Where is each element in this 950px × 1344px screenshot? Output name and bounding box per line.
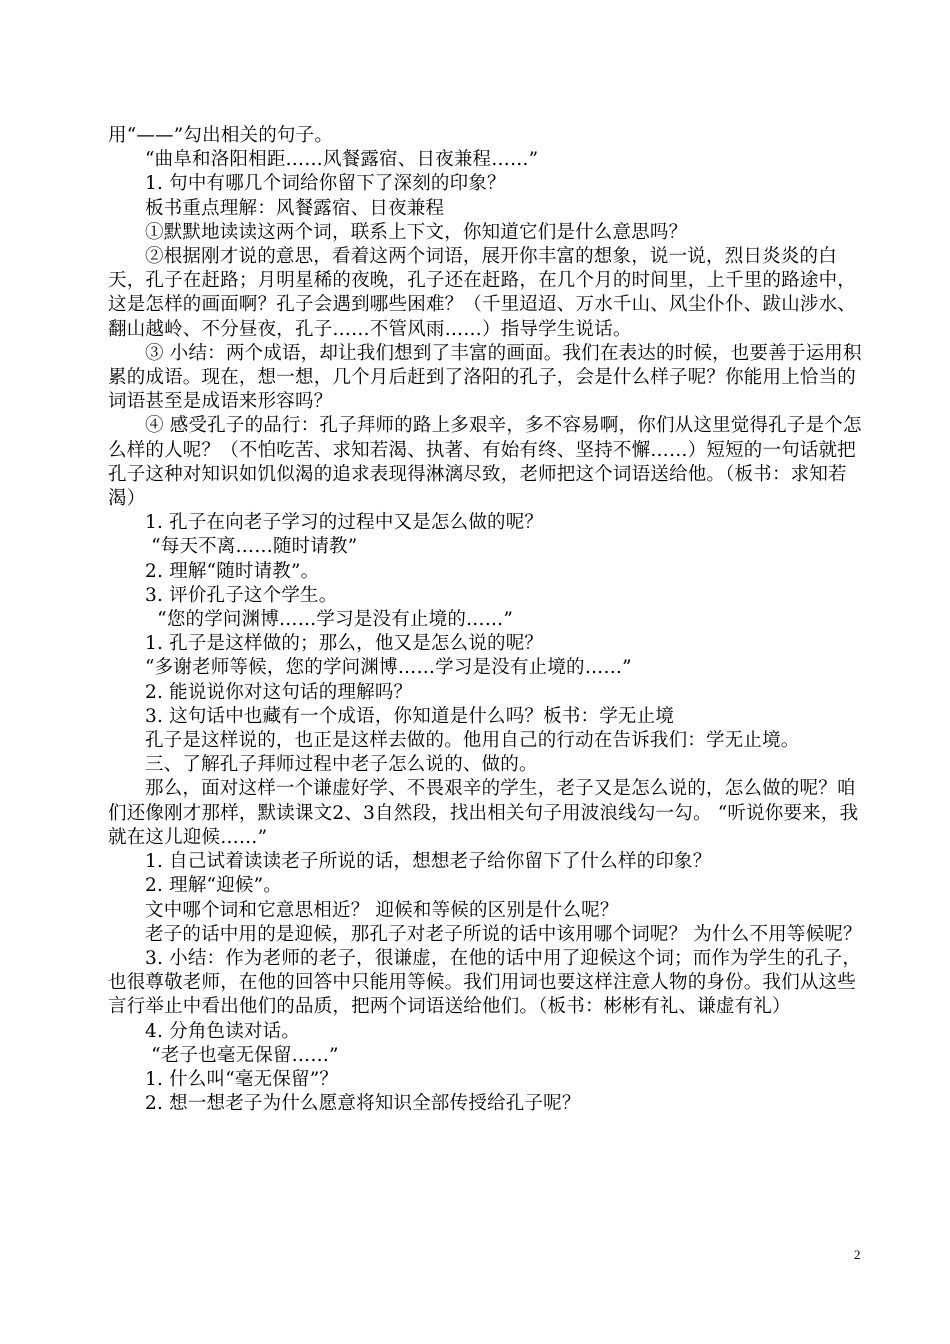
paragraph: 3. 评价孔子这个学生。 xyxy=(145,584,338,606)
paragraph: 3. 小结：作为老师的老子，很谦虚，在他的话中用了迎候这个词；而作为学生的孔子，也很尊敬老师，在他的回答中只能用等候。我们用词也要这样注意人物的身份。我们从这些言行举止中看出他们的品质，把两个词语送给他们。（板书：彬彬有礼、谦虚有礼） xyxy=(108,947,862,1018)
paragraph: 3. 这句话中也藏有一个成语，你知道是什么吗？板书：学无止境 xyxy=(145,705,675,727)
paragraph: 2. 理解“迎候”。 xyxy=(145,875,282,897)
paragraph: 1. 句中有哪几个词给你留下了深刻的印象？ xyxy=(145,173,506,195)
paragraph: 2. 能说说你对这句话的理解吗？ xyxy=(145,681,413,703)
paragraph: ②根据刚才说的意思，看着这两个词语，展开你丰富的想象，说一说，烈日炎炎的白天，孔子在赶路；月明星稀的夜晚，孔子还在赶路，在几个月的时间里，上千里的路途中，这是怎样的画面啊？孔子会遇到哪些困难？（千里迢迢、万水千山、风尘仆仆、跋山涉水、翻山越岭、不分昼夜，孔子……不管风雨……）指导学生说话。 xyxy=(108,246,857,340)
paragraph: ④ 感受孔子的品行：孔子拜师的路上多艰辛，多不容易啊，你们从这里觉得孔子是个怎么样的人呢？（不怕吃苦、求知若渴、执著、有始有终、坚持不懈……）短短的一句话就把孔子这种对知识如饥似渴的追求表现得淋漓尽致，老师把这个词语送给他。（板书：求知若渴） xyxy=(108,415,862,510)
paragraph: “多谢老师等候，您的学问渊博……学习是没有止境的……” xyxy=(145,657,632,679)
paragraph: 老子的话中用的是迎候，那孔子对老子所说的话中该用哪个词呢？ 为什么不用等候呢？ xyxy=(145,923,862,945)
paragraph: “您的学问渊博……学习是没有止境的……” xyxy=(145,609,514,631)
paragraph: ①默默地读读这两个词，联系上下文，你知道它们是什么意思吗？ xyxy=(145,221,688,243)
page-number: 2 xyxy=(854,1247,861,1262)
paragraph: “曲阜和洛阳相距……风餐露宿、日夜兼程……” xyxy=(145,149,539,171)
paragraph: “每天不离……随时请教” xyxy=(145,536,358,558)
paragraph: 1. 孔子在向老子学习的过程中又是怎么做的呢？ xyxy=(145,512,544,534)
paragraph: 1. 什么叫“毫无保留”？ xyxy=(145,1068,339,1090)
paragraph: 孔子是这样说的，也正是这样去做的。他用自己的行动在告诉我们：学无止境。 xyxy=(145,730,800,752)
body-text xyxy=(108,124,868,1116)
paragraph: 用“——”勾出相关的句子。 xyxy=(108,125,334,146)
paragraph: 文中哪个词和它意思相近？ 迎候和等候的区别是什么呢？ xyxy=(145,899,619,921)
paragraph: 2. 想一想老子为什么愿意将知识全部传授给孔子呢？ xyxy=(145,1093,581,1115)
paragraph: 1. 孔子是这样做的；那么，他又是怎么说的呢？ xyxy=(145,633,544,655)
paragraph: “老子也毫无保留……” xyxy=(145,1044,339,1066)
paragraph: 那么，面对这样一个谦虚好学、不畏艰辛的学生，老子又是怎么说的，怎么做的呢？咱们还像刚才那样，默读课文2、3自然段，找出相关句子用波浪线勾一勾。 “听说你要来，我就在这儿迎候……” xyxy=(108,778,859,848)
paragraph: 板书重点理解：风餐露宿、日夜兼程 xyxy=(145,197,445,219)
paragraph: 4. 分角色读对话。 xyxy=(145,1020,301,1042)
section-heading: 三、了解孔子拜师过程中老子怎么说的、做的。 xyxy=(145,754,538,776)
paragraph: 1. 自己试着读读老子所说的话，想想老子给你留下了什么样的印象？ xyxy=(145,851,712,873)
paragraph: 2. 理解“随时请教”。 xyxy=(145,560,320,582)
paragraph: ③ 小结：两个成语，却让我们想到了丰富的画面。我们在表达的时候，也要善于运用积累的成语。现在，想一想，几个月后赶到了洛阳的孔子，会是什么样子呢？你能用上恰当的词语甚至是成语来形容吗？ xyxy=(108,342,862,413)
